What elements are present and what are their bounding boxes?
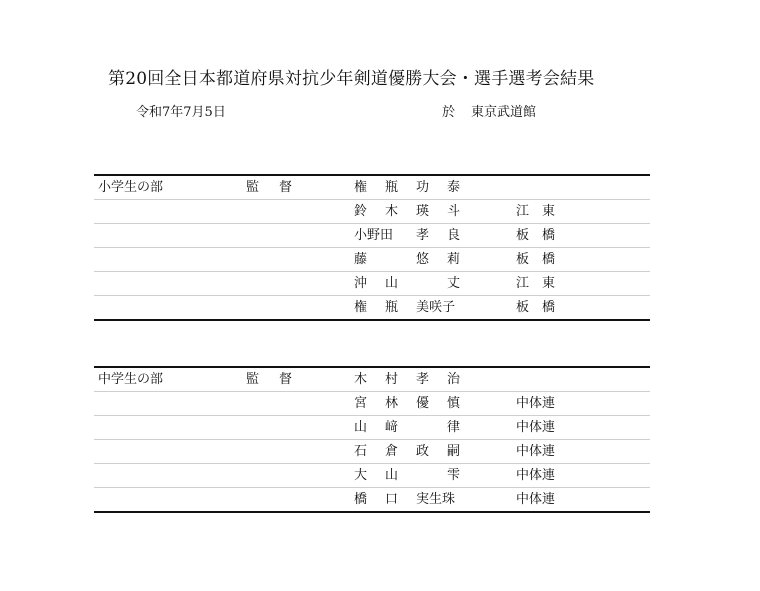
affiliation: 江 東 — [516, 204, 556, 219]
name-part: 藤 — [354, 252, 368, 267]
affiliation: 中体連 — [516, 444, 556, 459]
role-label — [246, 180, 292, 196]
name-part: 嗣 — [447, 444, 461, 459]
name-part: 悠 — [416, 252, 430, 267]
name-part: 泰 — [447, 180, 461, 195]
table-row — [94, 200, 650, 224]
role-char: 督 — [278, 180, 292, 195]
table-row — [94, 368, 650, 392]
name-part: 実生珠 — [416, 492, 456, 507]
table-row — [94, 272, 650, 296]
role-label — [246, 372, 292, 388]
name-part: 孝 — [416, 228, 430, 243]
role-char: 監 — [246, 180, 260, 195]
name-part: 宮 — [354, 396, 368, 411]
name-part: 木 — [354, 372, 368, 387]
venue-label: 於 — [442, 105, 456, 120]
affiliation: 江 東 — [516, 276, 556, 291]
affiliation: 板 橋 — [516, 300, 556, 315]
affiliation: 中体連 — [516, 420, 556, 435]
name-part: 律 — [447, 420, 461, 435]
name-part: 美咲子 — [416, 300, 456, 315]
name-part: 慎 — [447, 396, 461, 411]
name-part: 治 — [447, 372, 461, 387]
name-part: 瑛 — [416, 204, 430, 219]
name-part: 石 — [354, 444, 368, 459]
name-part: 鈴 — [354, 204, 368, 219]
table-row — [94, 392, 650, 416]
section-junior-high — [94, 366, 650, 513]
section-elementary — [94, 174, 650, 321]
name-part: 大 — [354, 468, 368, 483]
venue-place: 東京武道館 — [471, 105, 537, 120]
division-label: 小学生の部 — [98, 180, 164, 195]
table-row — [94, 416, 650, 440]
table-row — [94, 464, 650, 488]
name-part: 林 — [385, 396, 399, 411]
affiliation: 板 橋 — [516, 228, 556, 243]
name-part: 功 — [416, 180, 430, 195]
name-part: 丈 — [447, 276, 461, 291]
name-part: 山 — [385, 276, 399, 291]
table-row — [94, 248, 650, 272]
role-char: 監 — [246, 372, 260, 387]
affiliation: 中体連 — [516, 468, 556, 483]
name-part: 斗 — [447, 204, 461, 219]
name-part: 良 — [447, 228, 461, 243]
name-part: 倉 — [385, 444, 399, 459]
name-part: 瓶 — [385, 300, 399, 315]
role-char: 督 — [278, 372, 292, 387]
name-part: 孝 — [416, 372, 430, 387]
table-row — [94, 176, 650, 200]
affiliation: 板 橋 — [516, 252, 556, 267]
table-row — [94, 224, 650, 248]
table-row — [94, 488, 650, 511]
name-part: 木 — [385, 204, 399, 219]
table-row — [94, 296, 650, 319]
name-part: 沖 — [354, 276, 368, 291]
division-label: 中学生の部 — [98, 372, 164, 387]
name-part: 小野田 — [354, 228, 394, 243]
name-part: 﨑 — [385, 420, 399, 435]
name-part: 莉 — [447, 252, 461, 267]
affiliation: 中体連 — [516, 396, 556, 411]
event-date: 令和7年7月5日 — [136, 105, 226, 120]
name-part: 瓶 — [385, 180, 399, 195]
name-part: 口 — [385, 492, 399, 507]
name-part: 山 — [385, 468, 399, 483]
name-part: 権 — [354, 180, 368, 195]
document-title: 第20回全日本都道府県対抗少年剣道優勝大会・選手選考会結果 — [108, 69, 595, 89]
name-part: 雫 — [447, 468, 461, 483]
table-row — [94, 440, 650, 464]
name-part: 権 — [354, 300, 368, 315]
name-part: 山 — [354, 420, 368, 435]
name-part: 政 — [416, 444, 430, 459]
venue — [442, 101, 536, 120]
affiliation: 中体連 — [516, 492, 556, 507]
name-part: 村 — [385, 372, 399, 387]
name-part: 優 — [416, 396, 430, 411]
name-part: 橋 — [354, 492, 368, 507]
